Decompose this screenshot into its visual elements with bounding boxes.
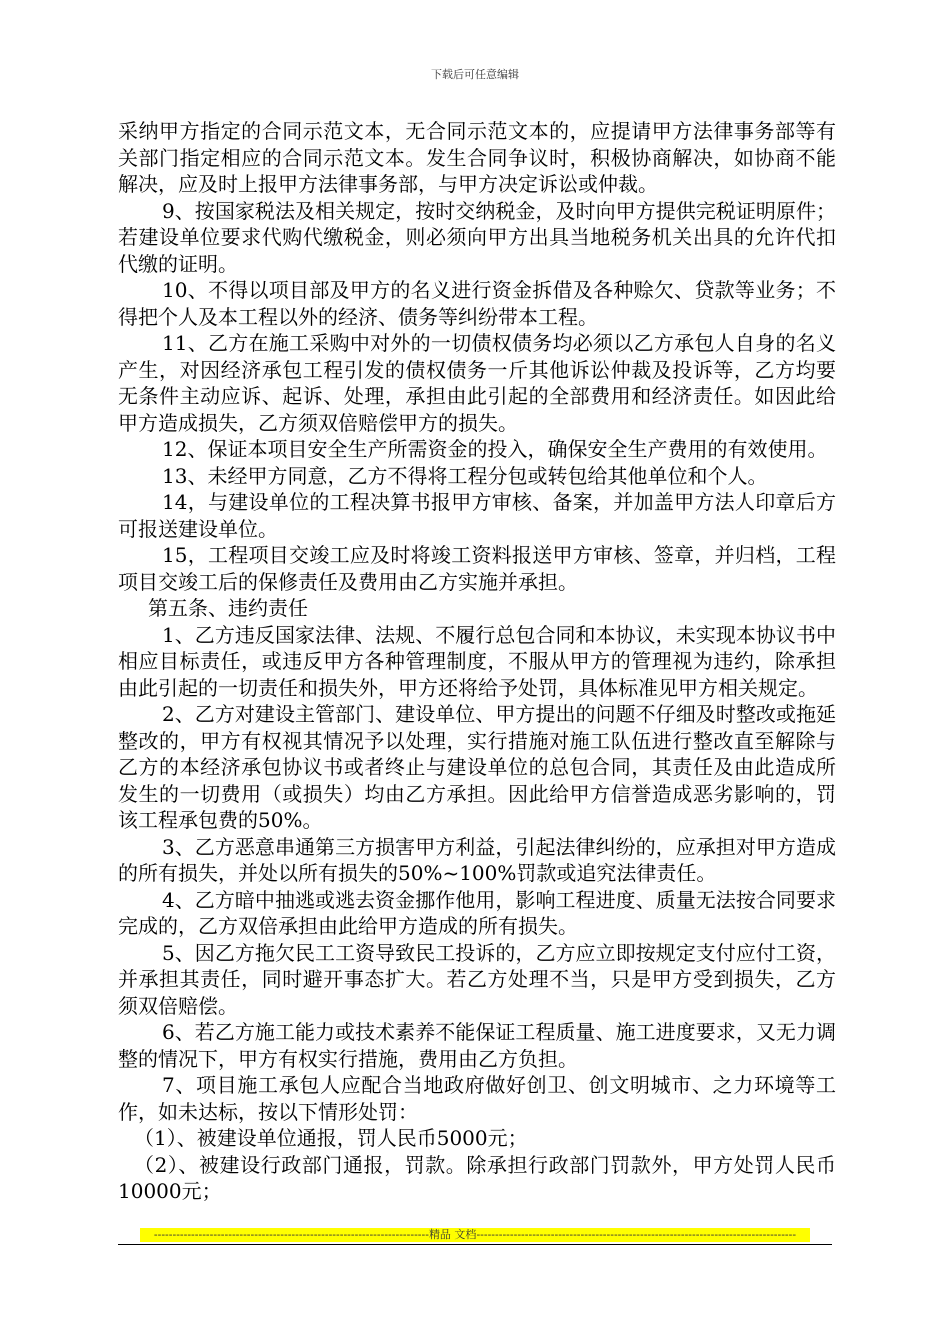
paragraph-item-14: 14，与建设单位的工程决算书报甲方审核、备案，并加盖甲方法人印章后方可报送建设单位。 (118, 490, 836, 541)
paragraph-item-10: 10、不得以项目部及甲方的名义进行资金拆借及各种赊欠、贷款等业务；不得把个人及本工程以外的经济、债务等纠纷带本工程。 (118, 278, 836, 329)
paragraph-breach-7: 7、项目施工承包人应配合当地政府做好创卫、创文明城市、之力环境等工作，如未达标，按以下情形处罚： (118, 1073, 836, 1124)
paragraph-breach-6: 6、若乙方施工能力或技术素养不能保证工程质量、施工进度要求，又无力调整的情况下，甲方有权实行措施，费用由乙方负担。 (118, 1020, 836, 1071)
footer-dashes-right: -------------------------------------------------------------------------------------- (476, 1228, 797, 1241)
paragraph-item-12: 12、保证本项目安全生产所需资金的投入，确保安全生产费用的有效使用。 (162, 437, 828, 461)
footer-rule (118, 1244, 832, 1245)
paragraph-breach-1: 1、乙方违反国家法律、法规、不履行总包合同和本协议，未实现本协议书中相应目标责任，或违反甲方各种管理制度，不服从甲方的管理视为违约，除承担由此引起的一切责任和损失外，甲方还将给予处罚，具体标准见甲方相关规定。 (118, 622, 836, 700)
paragraph-item-13: 13、未经甲方同意，乙方不得将工程分包或转包给其他单位和个人。 (162, 463, 768, 488)
paragraph-item-15: 15，工程项目交竣工应及时将竣工资料报送甲方审核、签章，并归档，工程项目交竣工后的保修责任及费用由乙方实施并承担。 (118, 543, 836, 594)
paragraph-penalty-1: （1）、被建设单位通报，罚人民币5000元； (134, 1126, 528, 1150)
paragraph-penalty-2: （2）、被建设行政部门通报，罚款。除承担行政部门罚款外，甲方处罚人民币10000元； (118, 1152, 836, 1203)
footer-dashes-left: -------------------------------------------------------------------------- (153, 1228, 429, 1241)
paragraph-breach-2: 2、乙方对建设主管部门、建设单位、甲方提出的问题不仔细及时整改或拖延整改的，甲方有权视其情况予以处理，实行措施对施工队伍进行整改直至解除与乙方的本经济承包协议书或者终止与建设单位的总包合同，其责任及由此造成所发生的一切费用（或损失）均由乙方承担。因此给甲方信誉造成恶劣影响的，罚该工程承包费的50%。 (118, 702, 836, 832)
paragraph-item-9: 9、按国家税法及相关规定，按时交纳税金，及时向甲方提供完税证明原件；若建设单位要求代购代缴税金，则必须向甲方出具当地税务机关出具的允许代扣代缴的证明。 (118, 198, 836, 276)
paragraph-breach-3: 3、乙方恶意串通第三方损害甲方利益，引起法律纠纷的，应承担对甲方造成的所有损失，并处以所有损失的50%~100%罚款或追究法律责任。 (118, 834, 836, 885)
paragraph-breach-4: 4、乙方暗中抽逃或逃去资金挪作他用，影响工程进度、质量无法按合同要求完成的，乙方双倍承担由此给甲方造成的所有损失。 (118, 887, 836, 938)
page-header: 下载后可任意编辑 (431, 68, 519, 81)
paragraph-breach-5: 5、因乙方拖欠民工工资导致民工投诉的，乙方应立即按规定支付应付工资，并承担其责任，同时避开事态扩大。若乙方处理不当，只是甲方受到损失，乙方须双倍赔偿。 (118, 940, 836, 1018)
section-heading-breach: 第五条、违约责任 (148, 596, 308, 620)
footer-banner (140, 1228, 810, 1242)
footer-label: 精品 文档 (428, 1228, 477, 1241)
document-body (118, 118, 836, 1205)
paragraph-item-11: 11、乙方在施工采购中对外的一切债权债务均必须以乙方承包人自身的名义产生，对因经济承包工程引发的债权债务一斤其他诉讼仲裁及投诉等，乙方均要无条件主动应诉、起诉、处理，承担由此引起的全部费用和经济责任。如因此给甲方造成损失，乙方须双倍赔偿甲方的损失。 (118, 331, 836, 435)
paragraph-contract-template: 采纳甲方指定的合同示范文本，无合同示范文本的，应提请甲方法律事务部等有关部门指定相应的合同示范文本。发生合同争议时，积极协商解决，如协商不能解决，应及时上报甲方法律事务部，与甲方决定诉讼或仲裁。 (118, 119, 836, 196)
